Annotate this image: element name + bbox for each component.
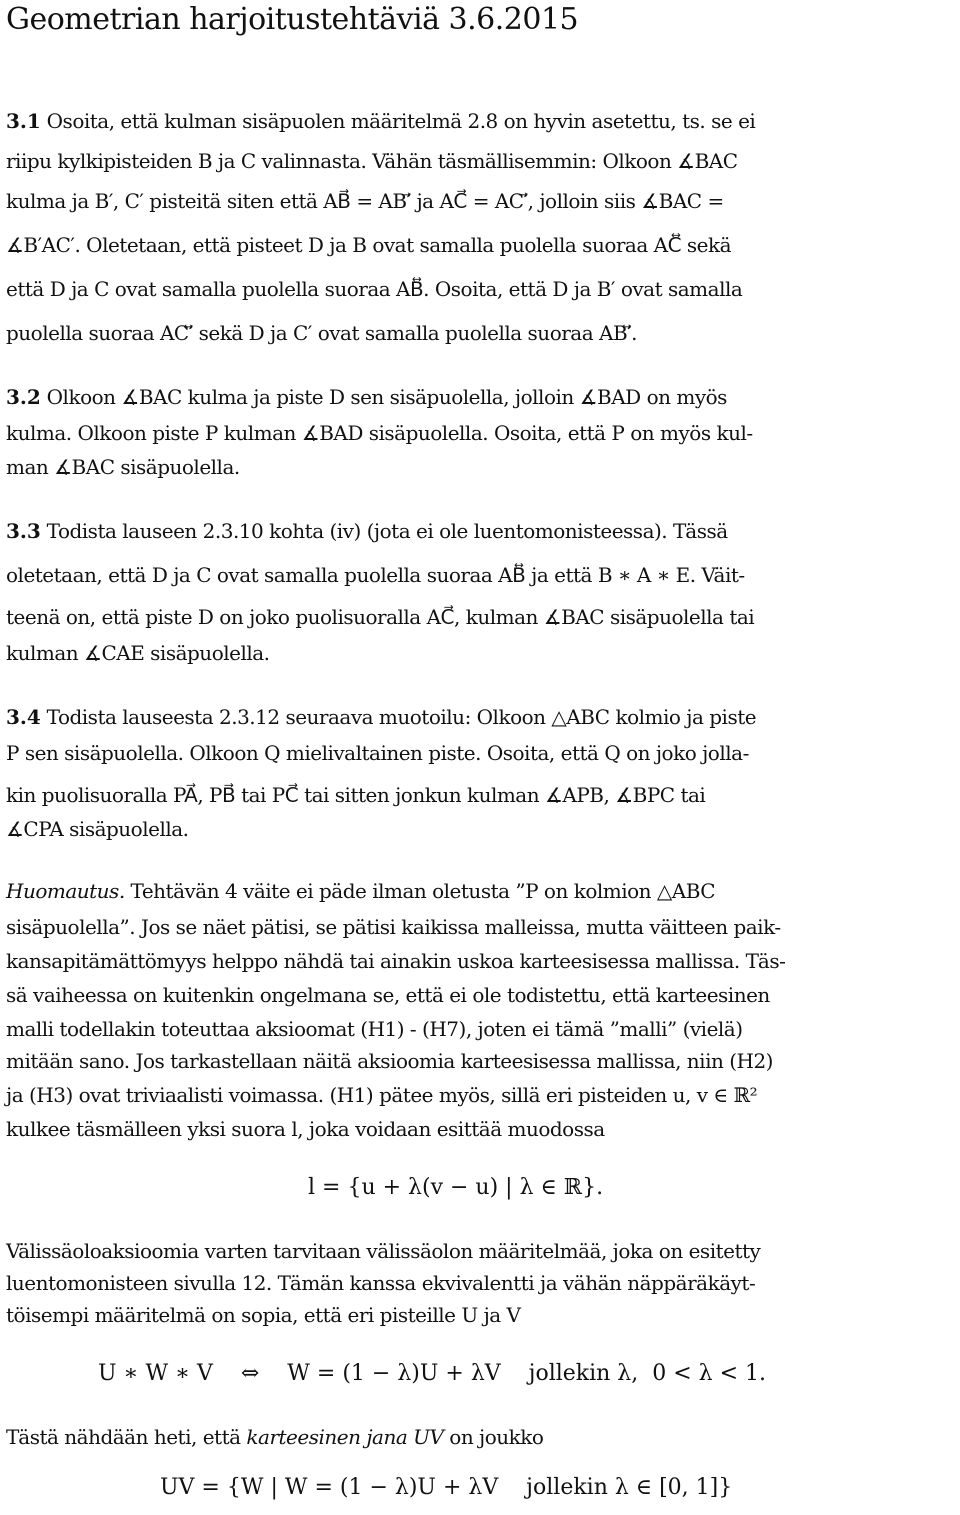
exercise-3-3-line-2: oletetaan, että D ja C ovat samalla puolella suoraa AB⃡ ja että B ∗ A ∗ E. Väit- — [6, 563, 745, 587]
remark-line-1 — [6, 878, 954, 904]
remark-line-2: sisäpuolella”. Jos se näet pätisi, se pätisi kaikissa malleissa, mutta väitteen paik- — [6, 915, 781, 939]
exercise-3-3-line-3: teenä on, että piste D on joko puolisuoralla AC⃗, kulman ∡BAC sisäpuolella tai — [6, 605, 755, 629]
exercise-3-4-line-4: ∡CPA sisäpuolella. — [6, 817, 189, 841]
remark-line-7: ja (H3) ovat triviaalisti voimassa. (H1) pätee myös, sillä eri pisteiden u, v ∈ ℝ² — [6, 1083, 758, 1107]
exercise-3-4-line-1 — [6, 704, 954, 730]
exercise-3-1-line-6: puolella suoraa AC′⃡ sekä D ja C′ ovat samalla puolella suoraa AB′⃡. — [6, 321, 638, 345]
exercise-3-2-number: 3.2 — [6, 385, 41, 409]
exercise-text: Osoita, että kulman sisäpuolen määritelmä 2.8 on hyvin asetettu, ts. se ei — [46, 109, 756, 133]
remark-line-12 — [6, 1424, 954, 1450]
exercise-3-3-line-1 — [6, 518, 954, 544]
remark-text: Tehtävän 4 väite ei päde ilman oletusta ”P on kolmion △ABC — [130, 879, 716, 903]
remark-line-3: kansapitämättömyys helppo nähdä tai ainakin uskoa karteesisessa mallissa. Täs- — [6, 949, 786, 973]
exercise-3-2-line-1 — [6, 384, 954, 410]
remark-line-8: kulkee täsmälleen yksi suora l, joka voidaan esittää muodossa — [6, 1117, 605, 1141]
remark-line-6: mitään sano. Jos tarkastellaan näitä aksioomia karteesisessa mallissa, niin (H2) — [6, 1049, 773, 1073]
exercise-3-4-line-2: P sen sisäpuolella. Olkoon Q mielivaltainen piste. Osoita, että Q on joko jolla- — [6, 741, 749, 765]
remark-label: Huomautus. — [6, 879, 125, 903]
formula-line-definition: l = {u + λ(v − u) | λ ∈ ℝ}. — [308, 1175, 604, 1200]
exercise-3-1-line-4: ∡B′AC′. Oletetaan, että pisteet D ja B ovat samalla puolella suoraa AC⃡ sekä — [6, 233, 732, 257]
exercise-3-3-number: 3.3 — [6, 519, 41, 543]
remark-text: on joukko — [443, 1425, 544, 1449]
remark-line-10: luentomonisteen sivulla 12. Tämän kanssa ekvivalentti ja vähän näppäräkäyt- — [6, 1271, 756, 1295]
remark-line-5: malli todellakin toteuttaa aksioomat (H1) - (H7), joten ei tämä ”malli” (vielä) — [6, 1017, 743, 1041]
exercise-3-1-number: 3.1 — [6, 109, 41, 133]
exercise-3-2-line-3: man ∡BAC sisäpuolella. — [6, 455, 240, 479]
exercise-text: Todista lauseesta 2.3.12 seuraava muotoilu: Olkoon △ABC kolmio ja piste — [46, 705, 757, 729]
exercise-3-1-line-5: että D ja C ovat samalla puolella suoraa AB⃡. Osoita, että D ja B′ ovat samalla — [6, 277, 743, 301]
exercise-3-2-line-2: kulma. Olkoon piste P kulman ∡BAD sisäpuolella. Osoita, että P on myös kul- — [6, 421, 753, 445]
exercise-3-3-line-4: kulman ∡CAE sisäpuolella. — [6, 641, 270, 665]
remark-text: Tästä nähdään heti, että — [6, 1425, 247, 1449]
exercise-3-1-line-3: kulma ja B′, C′ pisteitä siten että AB⃗ = AB′⃗ ja AC⃗ = AC′⃗, jolloin siis ∡BAC = — [6, 189, 724, 213]
exercise-3-4-number: 3.4 — [6, 705, 41, 729]
document-title: Geometrian harjoitustehtäviä 3.6.2015 — [6, 2, 579, 37]
karteesinen-jana-term: karteesinen jana UV — [246, 1425, 444, 1449]
formula-segment: UV = {W | W = (1 − λ)U + λV jollekin λ ∈ [0, 1]} — [160, 1475, 733, 1500]
formula-betweenness: U ∗ W ∗ V ⇔ W = (1 − λ)U + λV jollekin λ, 0 < λ < 1. — [98, 1361, 767, 1386]
exercise-text: Todista lauseen 2.3.10 kohta (iv) (jota ei ole luentomonisteessa). Tässä — [46, 519, 728, 543]
exercise-text: Olkoon ∡BAC kulma ja piste D sen sisäpuolella, jolloin ∡BAD on myös — [46, 385, 727, 409]
remark-line-9: Välissäoloaksioomia varten tarvitaan välissäolon määritelmää, joka on esitetty — [6, 1239, 761, 1263]
exercise-3-4-line-3: kin puolisuoralla PA⃗, PB⃗ tai PC⃗ tai sitten jonkun kulman ∡APB, ∡BPC tai — [6, 783, 706, 807]
remark-line-11: töisempi määritelmä on sopia, että eri pisteille U ja V — [6, 1303, 521, 1327]
remark-line-4: sä vaiheessa on kuitenkin ongelmana se, että ei ole todistettu, että karteesinen — [6, 983, 770, 1007]
exercise-3-1-line-1 — [6, 108, 954, 134]
exercise-3-1-line-2: riipu kylkipisteiden B ja C valinnasta. Vähän täsmällisemmin: Olkoon ∡BAC — [6, 149, 738, 173]
